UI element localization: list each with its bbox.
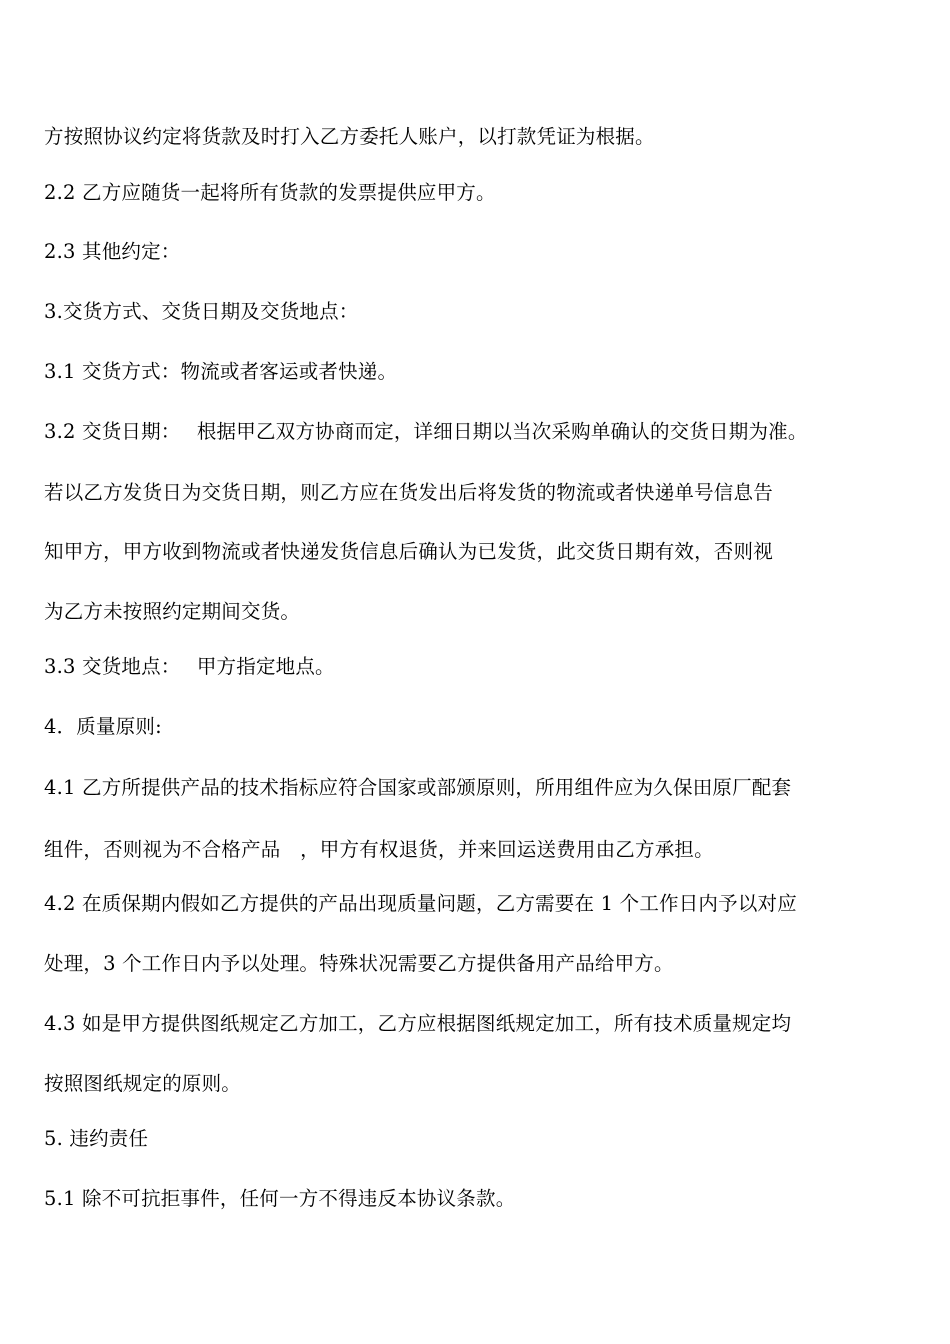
text-line: 若以乙方发货日为交货日期，则乙方应在货发出后将发货的物流或者快递单号信息告: [44, 481, 773, 504]
text-line: 2.2 乙方应随货一起将所有货款的发票提供应甲方。: [44, 181, 496, 204]
text-line: 5. 违约责任: [44, 1127, 149, 1150]
text-line: 4.3 如是甲方提供图纸规定乙方加工，乙方应根据图纸规定加工，所有技术质量规定均: [44, 1012, 792, 1035]
text-line: 3.1 交货方式：物流或者客运或者快递。: [44, 360, 398, 383]
text-line: 4．质量原则:: [44, 715, 162, 738]
text-line: 组件，否则视为不合格产品 ，甲方有权退货，并来回运送费用由乙方承担。: [44, 838, 714, 861]
text-line: 2.3 其他约定：: [44, 240, 181, 263]
text-line: 3.2 交货日期： 根据甲乙双方协商而定，详细日期以当次采购单确认的交货日期为准。: [44, 420, 808, 443]
text-line: 方按照协议约定将货款及时打入乙方委托人账户，以打款凭证为根据。: [44, 125, 655, 148]
text-line: 为乙方未按照约定期间交货。: [44, 600, 301, 623]
text-line: 知甲方，甲方收到物流或者快递发货信息后确认为已发货，此交货日期有效，否则视: [44, 540, 773, 563]
text-line: 3.交货方式、交货日期及交货地点：: [44, 300, 359, 323]
text-line: 处理，3 个工作日内予以处理。特殊状况需要乙方提供备用产品给甲方。: [44, 952, 674, 975]
text-line: 5.1 除不可抗拒事件，任何一方不得违反本协议条款。: [44, 1187, 516, 1210]
text-line: 4.2 在质保期内假如乙方提供的产品出现质量问题，乙方需要在 1 个工作日内予以对应: [44, 892, 797, 915]
text-line: 3.3 交货地点： 甲方指定地点。: [44, 655, 335, 678]
text-line: 4.1 乙方所提供产品的技术指标应符合国家或部颁原则，所用组件应为久保田原厂配套: [44, 776, 792, 799]
text-line: 按照图纸规定的原则。: [44, 1072, 242, 1095]
